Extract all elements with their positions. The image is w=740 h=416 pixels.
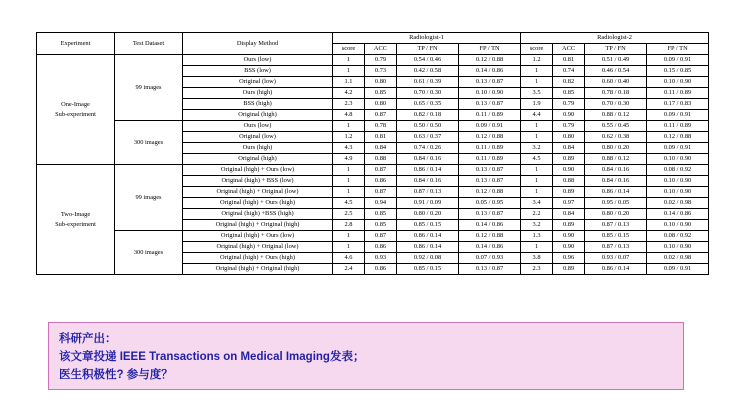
value-r2-acc: 0.85 (553, 88, 585, 99)
value-r1-tpfn: 0.63 / 0.37 (397, 132, 459, 143)
experiment-name: One-Image Sub-experiment (37, 55, 115, 165)
value-r2-acc: 0.90 (553, 165, 585, 176)
value-r1-score: 2.5 (333, 209, 365, 220)
value-r2-fptn: 0.10 / 0.90 (647, 154, 709, 165)
display-method-cell: Original (high) + Ours (low) (183, 165, 333, 176)
value-r1-tpfn: 0.84 / 0.16 (397, 154, 459, 165)
value-r1-acc: 0.88 (365, 154, 397, 165)
dataset-name: 99 images (115, 55, 183, 121)
value-r2-score: 3.2 (521, 220, 553, 231)
value-r1-fptn: 0.11 / 0.89 (459, 154, 521, 165)
value-r1-score: 1 (333, 176, 365, 187)
value-r2-score: 1 (521, 66, 553, 77)
value-r1-acc: 0.86 (365, 264, 397, 275)
table-row (37, 231, 709, 242)
note-line-1: 科研产出： (59, 333, 117, 345)
value-r2-tpfn: 0.84 / 0.16 (585, 176, 647, 187)
value-r2-tpfn: 0.86 / 0.14 (585, 264, 647, 275)
value-r1-acc: 0.85 (365, 88, 397, 99)
display-method-cell: Original (high) (183, 154, 333, 165)
value-r2-fptn: 0.12 / 0.88 (647, 132, 709, 143)
value-r1-tpfn: 0.92 / 0.08 (397, 253, 459, 264)
value-r1-acc: 0.85 (365, 220, 397, 231)
value-r2-fptn: 0.09 / 0.91 (647, 143, 709, 154)
value-r1-acc: 0.85 (365, 209, 397, 220)
value-r2-acc: 0.89 (553, 264, 585, 275)
value-r2-acc: 0.81 (553, 55, 585, 66)
value-r1-fptn: 0.13 / 0.87 (459, 209, 521, 220)
value-r2-fptn: 0.11 / 0.89 (647, 121, 709, 132)
header-tpfn-r2: TP / FN (585, 44, 647, 55)
value-r2-tpfn: 0.60 / 0.40 (585, 77, 647, 88)
value-r1-fptn: 0.13 / 0.87 (459, 77, 521, 88)
header-test-dataset: Test Dataset (115, 33, 183, 55)
value-r1-fptn: 0.12 / 0.88 (459, 231, 521, 242)
value-r2-acc: 0.90 (553, 242, 585, 253)
value-r2-acc: 0.84 (553, 209, 585, 220)
value-r1-score: 1 (333, 187, 365, 198)
value-r1-acc: 0.87 (365, 110, 397, 121)
value-r1-fptn: 0.13 / 0.87 (459, 176, 521, 187)
value-r1-score: 2.8 (333, 220, 365, 231)
value-r1-acc: 0.94 (365, 198, 397, 209)
value-r1-acc: 0.93 (365, 253, 397, 264)
value-r2-fptn: 0.10 / 0.90 (647, 77, 709, 88)
value-r1-fptn: 0.14 / 0.86 (459, 220, 521, 231)
header-score-r1: score (333, 44, 365, 55)
value-r2-fptn: 0.15 / 0.85 (647, 66, 709, 77)
dataset-name: 300 images (115, 121, 183, 165)
display-method-cell: Original (low) (183, 77, 333, 88)
value-r1-acc: 0.87 (365, 231, 397, 242)
value-r2-score: 3.5 (521, 88, 553, 99)
value-r2-score: 1 (521, 132, 553, 143)
value-r2-tpfn: 0.55 / 0.45 (585, 121, 647, 132)
value-r2-tpfn: 0.85 / 0.15 (585, 231, 647, 242)
value-r2-acc: 0.88 (553, 176, 585, 187)
value-r2-tpfn: 0.80 / 0.20 (585, 209, 647, 220)
results-table-container (36, 32, 704, 275)
value-r1-tpfn: 0.86 / 0.14 (397, 165, 459, 176)
header-tpfn-r1: TP / FN (397, 44, 459, 55)
value-r2-tpfn: 0.87 / 0.13 (585, 220, 647, 231)
dataset-name: 99 images (115, 165, 183, 231)
header-fptn-r1: FP / TN (459, 44, 521, 55)
value-r2-fptn: 0.14 / 0.86 (647, 209, 709, 220)
value-r1-score: 2.4 (333, 264, 365, 275)
value-r2-score: 2.2 (521, 209, 553, 220)
value-r2-fptn: 0.02 / 0.98 (647, 253, 709, 264)
display-method-cell: Original (high) + Original (low) (183, 187, 333, 198)
value-r1-score: 1 (333, 242, 365, 253)
display-method-cell: Original (high) + BSS (low) (183, 176, 333, 187)
value-r1-acc: 0.80 (365, 99, 397, 110)
value-r2-score: 1 (521, 176, 553, 187)
value-r1-fptn: 0.05 / 0.95 (459, 198, 521, 209)
value-r1-tpfn: 0.74 / 0.26 (397, 143, 459, 154)
value-r2-fptn: 0.09 / 0.91 (647, 55, 709, 66)
value-r2-acc: 0.89 (553, 154, 585, 165)
value-r1-fptn: 0.14 / 0.86 (459, 66, 521, 77)
value-r1-fptn: 0.11 / 0.89 (459, 143, 521, 154)
display-method-cell: Original (high) + Original (low) (183, 242, 333, 253)
header-display-method: Display Method (183, 33, 333, 55)
value-r2-fptn: 0.10 / 0.90 (647, 220, 709, 231)
value-r1-score: 2.3 (333, 99, 365, 110)
value-r1-score: 1 (333, 231, 365, 242)
value-r2-fptn: 0.17 / 0.83 (647, 99, 709, 110)
value-r2-acc: 0.79 (553, 99, 585, 110)
value-r1-tpfn: 0.87 / 0.13 (397, 187, 459, 198)
display-method-cell: Original (high) + Original (high) (183, 220, 333, 231)
value-r2-acc: 0.89 (553, 220, 585, 231)
value-r2-tpfn: 0.88 / 0.12 (585, 110, 647, 121)
value-r2-tpfn: 0.78 / 0.18 (585, 88, 647, 99)
table-row (37, 165, 709, 176)
value-r2-acc: 0.79 (553, 121, 585, 132)
value-r1-score: 1 (333, 165, 365, 176)
display-method-cell: Original (high) + Original (high) (183, 264, 333, 275)
value-r1-acc: 0.84 (365, 143, 397, 154)
display-method-cell: Ours (low) (183, 55, 333, 66)
value-r1-score: 4.8 (333, 110, 365, 121)
note-box (48, 322, 684, 390)
display-method-cell: Ours (high) (183, 143, 333, 154)
header-acc-r2: ACC (553, 44, 585, 55)
value-r2-score: 4.5 (521, 154, 553, 165)
value-r2-fptn: 0.10 / 0.90 (647, 176, 709, 187)
value-r2-score: 1.2 (521, 55, 553, 66)
value-r1-tpfn: 0.91 / 0.09 (397, 198, 459, 209)
value-r1-fptn: 0.13 / 0.87 (459, 165, 521, 176)
value-r1-acc: 0.87 (365, 187, 397, 198)
value-r2-tpfn: 0.95 / 0.05 (585, 198, 647, 209)
value-r1-fptn: 0.13 / 0.87 (459, 99, 521, 110)
value-r1-score: 1.2 (333, 132, 365, 143)
value-r1-fptn: 0.14 / 0.86 (459, 242, 521, 253)
value-r2-tpfn: 0.86 / 0.14 (585, 187, 647, 198)
value-r1-tpfn: 0.50 / 0.50 (397, 121, 459, 132)
value-r2-score: 1 (521, 165, 553, 176)
header-radiologist-1: Radiologist-1 (333, 33, 521, 44)
value-r1-score: 1 (333, 55, 365, 66)
value-r2-tpfn: 0.62 / 0.38 (585, 132, 647, 143)
value-r2-acc: 0.80 (553, 132, 585, 143)
value-r1-acc: 0.86 (365, 176, 397, 187)
value-r1-fptn: 0.12 / 0.88 (459, 132, 521, 143)
value-r2-tpfn: 0.46 / 0.54 (585, 66, 647, 77)
value-r1-acc: 0.73 (365, 66, 397, 77)
value-r1-acc: 0.80 (365, 77, 397, 88)
display-method-cell: Original (high) +BSS (high) (183, 209, 333, 220)
value-r1-fptn: 0.12 / 0.88 (459, 187, 521, 198)
value-r2-fptn: 0.09 / 0.91 (647, 110, 709, 121)
experiment-name: Two-Image Sub-experiment (37, 165, 115, 275)
value-r2-fptn: 0.02 / 0.98 (647, 198, 709, 209)
value-r2-acc: 0.84 (553, 143, 585, 154)
value-r1-score: 1 (333, 66, 365, 77)
header-radiologist-2: Radiologist-2 (521, 33, 709, 44)
value-r1-score: 1.1 (333, 77, 365, 88)
value-r2-tpfn: 0.87 / 0.13 (585, 242, 647, 253)
value-r1-tpfn: 0.61 / 0.39 (397, 77, 459, 88)
value-r2-acc: 0.90 (553, 231, 585, 242)
value-r1-fptn: 0.12 / 0.88 (459, 55, 521, 66)
value-r1-score: 4.2 (333, 88, 365, 99)
header-score-r2: score (521, 44, 553, 55)
value-r2-acc: 0.96 (553, 253, 585, 264)
value-r1-fptn: 0.09 / 0.91 (459, 121, 521, 132)
value-r2-score: 1 (521, 242, 553, 253)
value-r1-tpfn: 0.65 / 0.35 (397, 99, 459, 110)
display-method-cell: Ours (low) (183, 121, 333, 132)
value-r2-acc: 0.89 (553, 187, 585, 198)
value-r2-fptn: 0.10 / 0.90 (647, 242, 709, 253)
value-r1-tpfn: 0.82 / 0.18 (397, 110, 459, 121)
display-method-cell: BSS (low) (183, 66, 333, 77)
value-r2-fptn: 0.08 / 0.92 (647, 231, 709, 242)
value-r2-score: 1.3 (521, 231, 553, 242)
value-r2-acc: 0.90 (553, 110, 585, 121)
value-r2-score: 1 (521, 121, 553, 132)
value-r2-score: 1 (521, 77, 553, 88)
value-r1-acc: 0.79 (365, 55, 397, 66)
value-r1-tpfn: 0.54 / 0.46 (397, 55, 459, 66)
value-r1-tpfn: 0.70 / 0.30 (397, 88, 459, 99)
value-r1-tpfn: 0.86 / 0.14 (397, 242, 459, 253)
results-table (36, 32, 709, 275)
table-row (37, 55, 709, 66)
value-r1-acc: 0.87 (365, 165, 397, 176)
value-r1-score: 4.6 (333, 253, 365, 264)
value-r1-score: 4.9 (333, 154, 365, 165)
value-r2-tpfn: 0.93 / 0.07 (585, 253, 647, 264)
value-r2-acc: 0.97 (553, 198, 585, 209)
value-r1-fptn: 0.11 / 0.89 (459, 110, 521, 121)
value-r2-tpfn: 0.51 / 0.49 (585, 55, 647, 66)
value-r2-score: 4.4 (521, 110, 553, 121)
table-header-row-top (37, 33, 709, 44)
value-r2-score: 3.4 (521, 198, 553, 209)
header-fptn-r2: FP / TN (647, 44, 709, 55)
display-method-cell: Original (high) + Ours (high) (183, 253, 333, 264)
value-r1-fptn: 0.13 / 0.87 (459, 264, 521, 275)
value-r2-acc: 0.82 (553, 77, 585, 88)
display-method-cell: Original (high) + Ours (low) (183, 231, 333, 242)
value-r1-tpfn: 0.42 / 0.58 (397, 66, 459, 77)
dataset-name: 300 images (115, 231, 183, 275)
display-method-cell: Original (high) (183, 110, 333, 121)
value-r2-tpfn: 0.70 / 0.30 (585, 99, 647, 110)
value-r1-tpfn: 0.85 / 0.15 (397, 220, 459, 231)
value-r2-fptn: 0.11 / 0.89 (647, 88, 709, 99)
value-r1-acc: 0.81 (365, 132, 397, 143)
value-r1-tpfn: 0.84 / 0.16 (397, 176, 459, 187)
display-method-cell: BSS (high) (183, 99, 333, 110)
value-r2-fptn: 0.10 / 0.90 (647, 187, 709, 198)
display-method-cell: Original (high) + Ours (high) (183, 198, 333, 209)
value-r2-score: 3.8 (521, 253, 553, 264)
value-r2-score: 3.2 (521, 143, 553, 154)
value-r1-tpfn: 0.80 / 0.20 (397, 209, 459, 220)
value-r2-acc: 0.74 (553, 66, 585, 77)
display-method-cell: Original (low) (183, 132, 333, 143)
note-line-3: 医生积极性? 参与度？ (59, 369, 173, 381)
value-r1-score: 4.3 (333, 143, 365, 154)
value-r1-acc: 0.78 (365, 121, 397, 132)
header-acc-r1: ACC (365, 44, 397, 55)
value-r1-score: 1 (333, 121, 365, 132)
value-r2-fptn: 0.09 / 0.91 (647, 264, 709, 275)
value-r2-score: 1 (521, 187, 553, 198)
value-r2-tpfn: 0.80 / 0.20 (585, 143, 647, 154)
display-method-cell: Ours (high) (183, 88, 333, 99)
note-line-2: 该文章投递 IEEE Transactions on Medical Imaging发表； (59, 351, 365, 363)
value-r2-tpfn: 0.88 / 0.12 (585, 154, 647, 165)
value-r1-fptn: 0.10 / 0.90 (459, 88, 521, 99)
value-r2-tpfn: 0.84 / 0.16 (585, 165, 647, 176)
value-r1-tpfn: 0.85 / 0.15 (397, 264, 459, 275)
value-r1-acc: 0.86 (365, 242, 397, 253)
value-r2-score: 1.9 (521, 99, 553, 110)
header-experiment: Experiment (37, 33, 115, 55)
value-r1-tpfn: 0.86 / 0.14 (397, 231, 459, 242)
value-r2-score: 2.3 (521, 264, 553, 275)
value-r1-fptn: 0.07 / 0.93 (459, 253, 521, 264)
value-r1-score: 4.5 (333, 198, 365, 209)
table-row (37, 121, 709, 132)
value-r2-fptn: 0.08 / 0.92 (647, 165, 709, 176)
